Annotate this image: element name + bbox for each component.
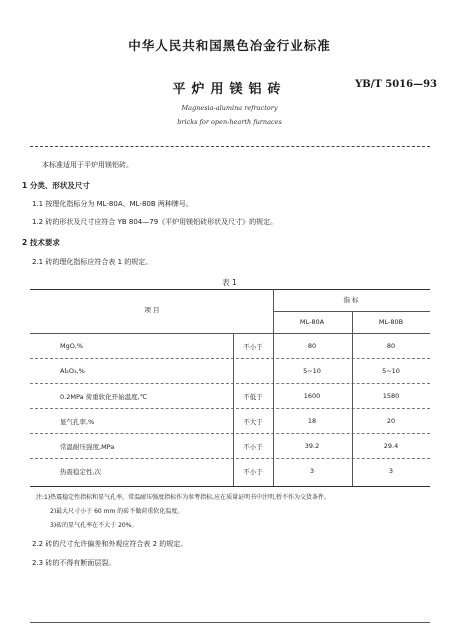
table-row-6-grade-b: 3: [388, 467, 394, 475]
table-row-2-grade-b: 5~10: [382, 367, 400, 375]
page-bottom-rule: [30, 622, 430, 623]
table-header-bottom-rule: [30, 333, 430, 334]
table-row-3-grade-b: 1580: [382, 392, 400, 400]
row-separator-3: [30, 408, 430, 409]
table-row-1-cmp: 不小于: [243, 343, 263, 351]
table-row-1-grade-a: 80: [307, 342, 317, 350]
table-grade-column-rule: [352, 311, 353, 486]
row-separator-4: [30, 433, 430, 434]
table-row-5-item: 常温耐压强度,MPa: [60, 443, 115, 451]
table-row-4-grade-b: 20: [386, 417, 396, 425]
table-top-rule: [30, 289, 430, 290]
intro-paragraph: 本标准适用于平炉用镁铝砖。: [42, 161, 133, 169]
table-header-grade-b: ML-80B: [378, 318, 404, 326]
table-cmp-column-rule: [233, 333, 234, 486]
standard-title: 平炉用镁铝砖: [172, 82, 287, 97]
table-row-3-grade-a: 1600: [303, 392, 321, 400]
table-row-5-grade-a: 39.2: [304, 442, 320, 450]
table-row-6-item: 热震稳定性,次: [60, 468, 102, 476]
table-bottom-rule: [30, 486, 430, 487]
table-row-3-item: 0.2MPa 荷重软化开始温度,℃: [60, 393, 147, 401]
section-2-heading: 2 技术要求: [22, 238, 60, 247]
clause-1-2: 1.2 砖的形状及尺寸应符合 YB 804—79《平炉用镁铝砖形状及尺寸》的规定。: [32, 218, 278, 226]
standard-code: YB/T 5016—93: [355, 79, 437, 90]
table-row-4-grade-a: 18: [307, 417, 317, 425]
table-row-4-item: 显气孔率,%: [60, 418, 95, 426]
table-row-1-item: MgO,%: [60, 342, 84, 350]
english-title-line1: Magnesia-alumina refractory: [181, 104, 278, 112]
table-row-5-grade-b: 29.4: [383, 442, 399, 450]
clause-1-1: 1.1 按理化指标分为 ML-80A、ML-80B 两种牌号。: [32, 200, 193, 208]
table-header-index: 指 标: [343, 296, 359, 304]
row-separator-2: [30, 383, 430, 384]
table-row-5-cmp: 不小于: [243, 443, 263, 451]
table-note-3: 3)砖的显气孔率在不大于 20%。: [50, 522, 138, 529]
table-note-2: 2)最大尺寸小于 60 mm 的砖不做荷重软化温度。: [50, 508, 184, 515]
section-1-heading: 1 分类、形状及尺寸: [22, 181, 90, 190]
table-index-column-rule: [273, 289, 274, 486]
table-row-6-cmp: 不小于: [243, 468, 263, 476]
table-header-item: 项 目: [144, 306, 160, 314]
row-separator-5: [30, 458, 430, 459]
standard-organization: 中华人民共和国黑色冶金行业标准: [128, 38, 331, 53]
clause-2-3: 2.3 砖的不得有断面层裂。: [32, 559, 116, 567]
table-row-3-cmp: 不低于: [243, 393, 263, 401]
table-row-2-grade-a: 5~10: [303, 367, 321, 375]
table-header-grade-a: ML-80A: [299, 318, 325, 326]
table-row-4-cmp: 不大于: [243, 418, 263, 426]
clause-2-1: 2.1 砖的理化指标应符合表 1 的规定。: [32, 258, 153, 266]
table-row-2-item: Al₂O₃,%: [60, 367, 85, 375]
clause-2-2: 2.2 砖的尺寸允许偏差和外观应符合表 2 的规定。: [32, 540, 188, 548]
table-note-1: 注:1)热震稳定性指标和显气孔率、常温耐压强度指标作为参考指标,应在质量证明书中注明,暂不作为交货条件。: [36, 494, 330, 501]
table-row-6-grade-a: 3: [309, 467, 315, 475]
english-title-line2: bricks for open-hearth furnaces: [177, 118, 282, 126]
row-separator-1: [30, 358, 430, 359]
table-row-1-grade-b: 80: [386, 342, 396, 350]
table-1-caption: 表 1: [222, 278, 237, 287]
